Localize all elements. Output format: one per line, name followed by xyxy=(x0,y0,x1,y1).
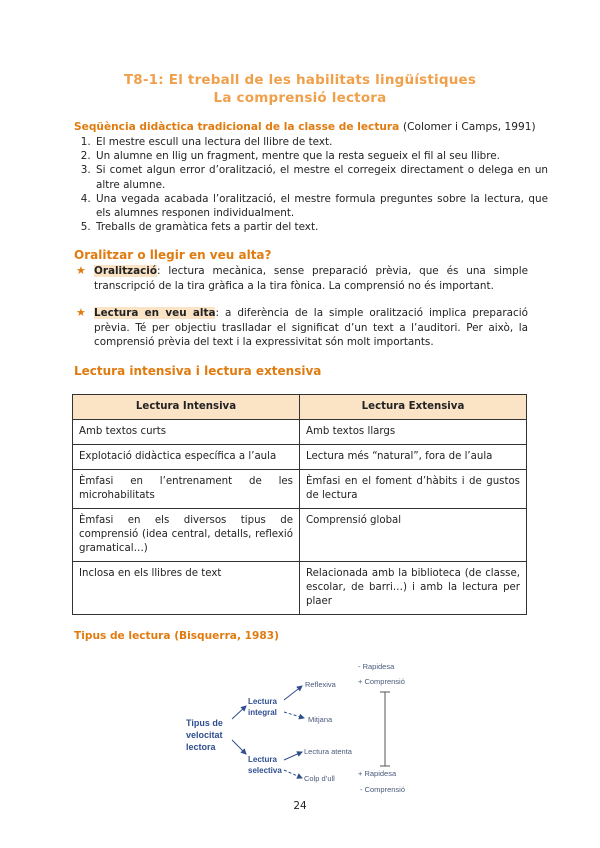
oral-item-2 xyxy=(74,306,528,350)
tipus-heading: Tipus de lectura (Bisquerra, 1983) xyxy=(74,630,279,642)
diagram-integral-1: Lectura xyxy=(248,697,277,706)
table-header-cell: Lectura Extensiva xyxy=(300,395,527,420)
list-item: 1. El mestre escull una lectura del llibre de text. xyxy=(94,135,548,149)
diagram-bot-1: + Rapidesa xyxy=(358,769,397,778)
oral-heading: Oralitzar o llegir en veu alta? xyxy=(74,248,272,262)
table-cell: Amb textos curts xyxy=(73,420,300,445)
seq-citation: (Colomer i Camps, 1991) xyxy=(403,121,536,133)
star-icon: ★ xyxy=(76,264,86,277)
table-cell: Èmfasi en el foment d’hàbits i de gustos de lectura xyxy=(300,470,527,509)
arrow-to-integral xyxy=(232,706,246,719)
table-cell: Inclosa en els llibres de text xyxy=(73,562,300,615)
arrow-to-colp xyxy=(284,770,302,778)
diagram-atenta: Lectura atenta xyxy=(304,747,352,756)
arrow-to-atenta xyxy=(284,752,302,760)
diagram-selectiva-2: selectiva xyxy=(248,766,282,775)
lect-heading: Lectura intensiva i lectura extensiva xyxy=(74,364,322,378)
comparison-table xyxy=(72,394,527,615)
table-header-row xyxy=(73,395,527,420)
diagram-root-2: velocitat xyxy=(186,730,223,740)
seq-heading xyxy=(74,121,536,133)
table-header-cell: Lectura Intensiva xyxy=(73,395,300,420)
oral-item-1 xyxy=(74,264,528,293)
diagram-mitjana: Mitjana xyxy=(308,715,333,724)
arrow-to-reflexiva xyxy=(284,686,302,700)
list-item: 2. Un alumne en llig un fragment, mentre que la resta segueix el fil al seu llibre. xyxy=(94,149,548,163)
arrow-to-mitjana xyxy=(284,712,304,718)
list-item: 5. Treballs de gramàtica fets a partir del text. xyxy=(94,220,548,234)
table-cell: Amb textos llargs xyxy=(300,420,527,445)
oral-term-2: Lectura en veu alta xyxy=(94,307,216,319)
table-cell: Èmfasi en els diversos tipus de comprensió (idea central, detalls, reflexió gramatical…) xyxy=(73,509,300,562)
table-cell: Èmfasi en l’entrenament de les microhabilitats xyxy=(73,470,300,509)
diagram-top-1: - Rapidesa xyxy=(358,662,395,671)
list-item: 3. Si comet algun error d’oralització, el mestre el corregeix directament o delega en un altre alumne. xyxy=(94,163,548,191)
page-title: T8-1: El treball de les habilitats lingüístiques xyxy=(123,72,477,88)
table-row xyxy=(73,509,527,562)
star-icon: ★ xyxy=(76,306,86,319)
diagram-top-2: + Comprensió xyxy=(358,677,405,686)
table-cell: Relacionada amb la biblioteca (de classe, escolar, de barri…) i amb la lectura per plaer xyxy=(300,562,527,615)
diagram-integral-2: integral xyxy=(248,708,277,717)
oral-text-1: : lectura mecànica, sense preparació prèvia, que és una simple transcripció de la tira gràfica a la tira fònica. La comprensió no és important. xyxy=(94,265,528,292)
seq-heading-text: Seqüència didàctica tradicional de la classe de lectura xyxy=(74,121,400,133)
table-row xyxy=(73,420,527,445)
table-row xyxy=(73,445,527,470)
page-subtitle: La comprensió lectora xyxy=(213,90,387,106)
diagram-root-1: Tipus de xyxy=(186,718,223,728)
reading-types-diagram xyxy=(180,656,420,798)
diagram-colp: Colp d’ull xyxy=(304,774,335,783)
table-cell: Explotació didàctica específica a l’aula xyxy=(73,445,300,470)
oral-term-1: Oralització xyxy=(94,265,157,277)
diagram-selectiva-1: Lectura xyxy=(248,755,277,764)
table-row xyxy=(73,470,527,509)
list-item: 4. Una vegada acabada l’oralització, el mestre formula preguntes sobre la lectura, que els alumnes responen individualment. xyxy=(94,192,548,220)
diagram-bot-2: - Comprensió xyxy=(360,785,406,794)
seq-list xyxy=(74,135,548,234)
arrow-to-selectiva xyxy=(232,740,246,754)
oral-text-2: : a diferència de la simple oralització implica preparació prèvia. Té per objectiu traslladar el significat d’un text a l’auditori. Per això, la comprensió prèvia del text i la expressivitat són molt importants. xyxy=(94,307,528,348)
table-cell: Lectura més “natural”, fora de l’aula xyxy=(300,445,527,470)
diagram-reflexiva: Reflexiva xyxy=(305,680,336,689)
diagram-root-3: lectora xyxy=(186,742,216,752)
page-number: 24 xyxy=(293,800,307,812)
table-cell: Comprensió global xyxy=(300,509,527,562)
table-row xyxy=(73,562,527,615)
